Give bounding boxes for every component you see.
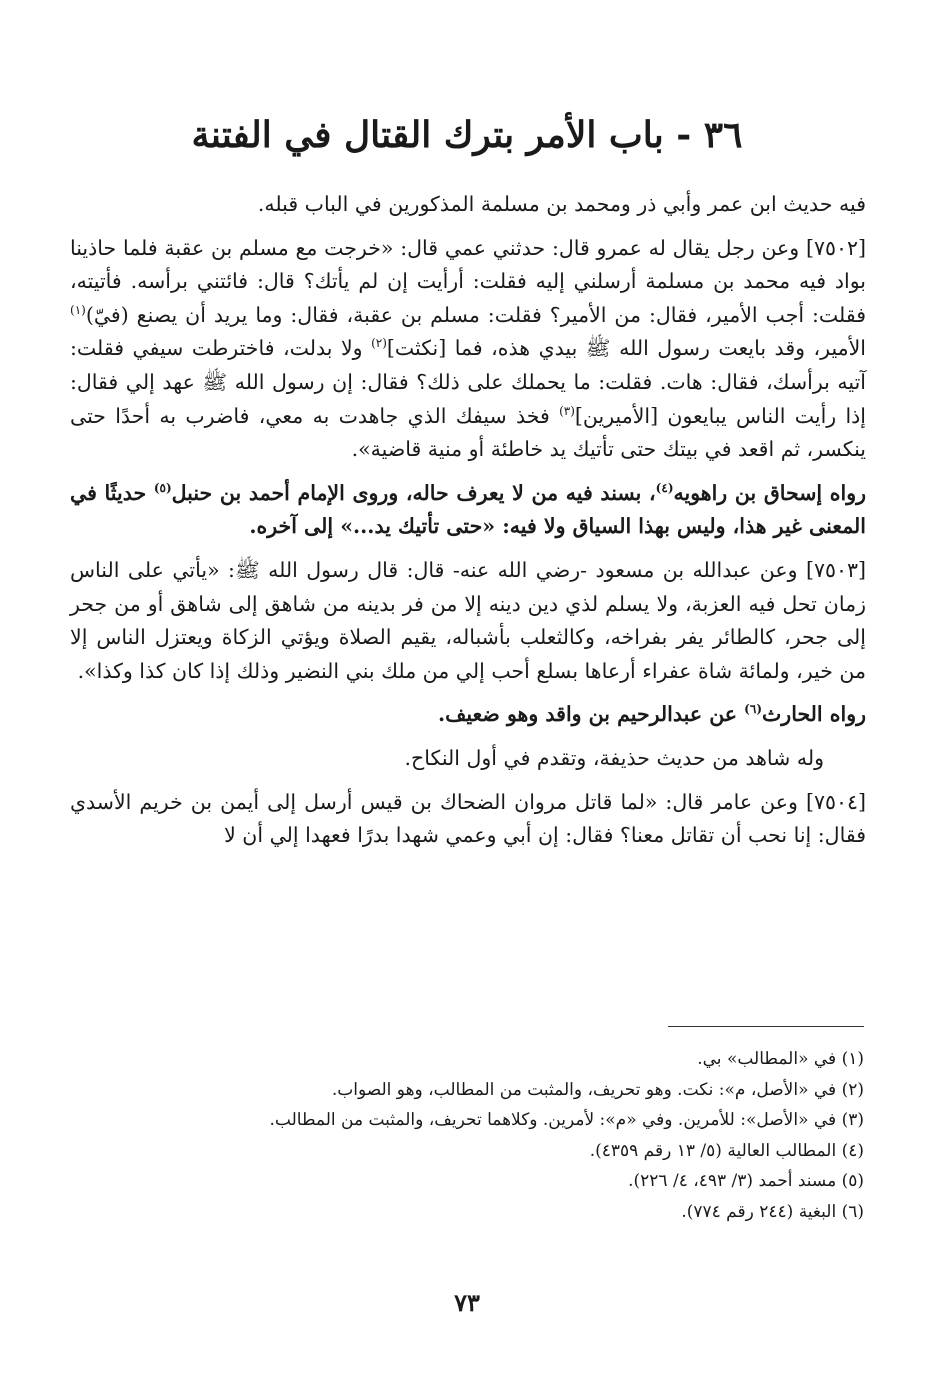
hadith-7502-part2: الأمير، وقد بايعت رسول الله ﷺ بيدي هذه، فما [نكثت] bbox=[386, 336, 867, 361]
intro-paragraph bbox=[70, 188, 866, 222]
footnote-5: (٥) مسند أحمد (٣/ ٤٩٣، ٤/ ٢٢٦). bbox=[628, 1171, 864, 1191]
narration-note-harith bbox=[70, 698, 866, 732]
hadith-7502 bbox=[70, 232, 866, 467]
page-number: ٧٣ bbox=[454, 1288, 480, 1317]
hadith-7502-part1: [٧٥٠٢] وعن رجل يقال له عمرو قال: حدثني عمي قال: «خرجت مع مسلم بن عقبة فلما حاذينا بواد فيه محمد بن مسلمة أرسلني إليه فقلت: أرأيت إن لم يأتك؟ قال: فائتني برأسه. فأتيته، فقلت: أجب الأمير، فقال: من الأمير؟ فقلت: مسلم بن عقبة، فقال: وما يريد أن يصنع (فيّ) bbox=[70, 235, 866, 327]
footnote-1: (١) في «المطالب» بي. bbox=[697, 1049, 864, 1069]
footnote-6: (٦) البغية (٢٤٤ رقم ٧٧٤). bbox=[681, 1201, 864, 1222]
footnote-2: (٢) في «الأصل، م»: نكت. وهو تحريف، والمثبت من المطالب، وهو الصواب. bbox=[331, 1079, 864, 1100]
narration-note-ishaq bbox=[70, 477, 866, 544]
narration-ishaq-part1: رواه إسحاق بن راهويه bbox=[673, 480, 867, 505]
hadith-7504 bbox=[70, 786, 866, 853]
narration-ishaq-part2: ، بسند فيه من لا يعرف حاله، وروى الإمام أحمد بن حنبل bbox=[171, 480, 656, 505]
chapter-title: ٣٦ - باب الأمر بترك القتال في الفتنة bbox=[191, 114, 743, 156]
footnote-3: (٣) في «الأصل»: للأمرين. وفي «م»: لأمرين. وكلاهما تحريف، والمثبت من المطالب. bbox=[269, 1110, 864, 1130]
footnote-ref-3: (٣) bbox=[559, 403, 575, 418]
narration-harith-part1: رواه الحارث bbox=[762, 702, 866, 727]
intro-text: فيه حديث ابن عمر وأبي ذر ومحمد بن مسلمة المذكورين في الباب قبله. bbox=[257, 192, 866, 216]
hadith-7504-text: [٧٥٠٤] وعن عامر قال: «لما قاتل مروان الضحاك بن قيس أرسل إلى أيمن بن خريم الأسدي فقال: إنا نحب أن تقاتل معنا؟ فقال: إن أبي وعمي شهدا بدرًا فعهدا إلي أن لا bbox=[70, 789, 866, 848]
witness-text: وله شاهد من حديث حذيفة، وتقدم في أول النكاح. bbox=[404, 745, 824, 770]
footnote-4: (٤) المطالب العالية (٥/ ١٣ رقم ٤٣٥٩). bbox=[589, 1140, 864, 1161]
footnote-ref-5: (٥) bbox=[153, 480, 172, 495]
hadith-7503-text: [٧٥٠٣] وعن عبدالله بن مسعود -رضي الله عنه- قال: قال رسول الله ﷺ: «يأتي على الناس زمان تحل فيه العزبة، ولا يسلم لذي دين دينه إلا من فر بدينه من شاهق إلى شاهق أو من جحر إلى جحر، كالطائر يفر بفراخه، وكالثعلب بأشباله، يقيم الصلاة ويؤتي الزكاة ويعتزل الناس إلا من خير، ولمائة شاة عفراء أرعاها بسلع أحب إلي من ملك بني النضير وذلك إذا كان كذا وكذا». bbox=[70, 557, 866, 683]
narration-ishaq-part3: حديثًا في المعنى غير هذا، وليس بهذا السياق ولا فيه: «حتى تأتيك يد...» إلى آخره. bbox=[70, 480, 866, 539]
witness-note bbox=[70, 742, 866, 776]
footnote-ref-4: (٤) bbox=[655, 480, 674, 495]
hadith-7503 bbox=[70, 554, 866, 688]
footnote-ref-2: (٢) bbox=[371, 336, 387, 351]
main-text bbox=[70, 188, 866, 863]
footnote-ref-6: (٦) bbox=[744, 702, 762, 717]
footnote-ref-1: (١) bbox=[70, 302, 86, 317]
footnote-divider bbox=[668, 1026, 864, 1027]
hadith-7502-part4: فخذ سيفك الذي جاهدت به معي، فاضرب به أحدًا حتى ينكسر، ثم اقعد في بيتك حتى تأتيك يد خاطئة أو منية قاضية». bbox=[70, 403, 866, 462]
hadith-7502-part3: ولا بدلت، فاخترطت سيفي فقلت: آتيه برأسك، فقال: هات. فقلت: ما يحملك على ذلك؟ فقال: إن رسول الله ﷺ عهد إلي فقال: إذا رأيت الناس يبايعون [الأميرين] bbox=[70, 336, 866, 428]
narration-harith-part2: عن عبدالرحيم بن واقد وهو ضعيف. bbox=[437, 702, 745, 727]
footnotes bbox=[70, 1044, 864, 1227]
